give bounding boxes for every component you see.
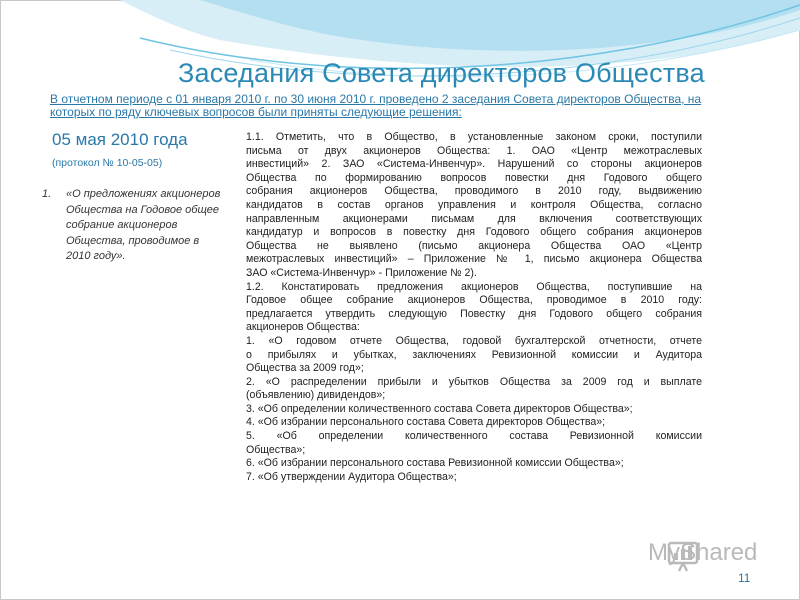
body-line: 1. «О годовом отчете Общества, годовой бухгалтерской отчетности, отчете (246, 334, 702, 347)
agenda-number: 1. (42, 188, 52, 200)
slide-title: Заседания Совета директоров Общества (178, 58, 705, 88)
decision-text (246, 131, 702, 484)
body-line: 6. «Об избрании персонального состава Ревизионной комиссии Общества»; (246, 457, 624, 470)
body-line: предлагается утвердить следующую Повестку дня Годового общего собрания (246, 307, 702, 320)
body-line: кандидатов в состав органов управления и контроля Общества, согласно (246, 198, 702, 211)
body-line: Общества»; (246, 443, 306, 456)
body-line: направленным акционерами письмам для включения соответствующих (246, 212, 702, 225)
body-line: (объявлению) дивидендов»; (246, 389, 386, 402)
meeting-date: 05 мая 2010 года (52, 130, 188, 149)
body-line: кандидатур и вопросов в повестку дня Годового общего собрания акционеров (246, 226, 702, 239)
agenda-text: «О предложениях акционеров Общества на Годовое общее собрание акционеров Общества, проводимое в 2010 году». (66, 188, 221, 262)
body-line: ЗАО «Система-Инвенчур» - Приложение № 2). (246, 266, 477, 279)
body-line: Общества не выявлено (письмо акционера Общества ОАО «Центр (246, 239, 702, 252)
body-line: Общества по формированию вопросов повестки дня Годового общего (246, 171, 702, 184)
body-line: 3. «Об определении количественного состава Совета директоров Общества»; (246, 402, 633, 415)
body-line: инвестиций» 2. ЗАО «Система-Инвенчур». Нарушений со стороны акционеров (246, 158, 702, 171)
body-line: 1.1. Отметить, что в Общество, в установленные законом сроки, поступили (246, 131, 702, 143)
body-line: письма от двух акционеров Общества: 1. ОАО «Центр межотраслевых (246, 144, 702, 157)
body-line: 1.2. Констатировать предложения акционеров Общества, поступившие на (246, 280, 702, 293)
protocol-number: (протокол № 10-05-05) (52, 157, 163, 169)
body-line: акционеров Общества: (246, 321, 360, 334)
logo-text: MyShared (648, 539, 758, 566)
body-line: Общества за 2009 год»; (246, 362, 364, 375)
body-line: 5. «Об определении количественного состава Ревизионной комиссии (246, 430, 702, 443)
body-line: о прибылях и убытках, заключениях Ревизионной комиссии и Аудитора (246, 348, 702, 361)
body-line: 7. «Об утверждении Аудитора Общества»; (246, 470, 457, 483)
intro-text: В отчетном периоде с 01 января 2010 г. по 30 июня 2010 г. проведено 2 заседания Совета директоров Общества, на которых по ряду ключевых вопросов были приняты следующие решения: (50, 92, 702, 119)
body-line: межотраслевых инвестиций» – Приложение № 1, письмо акционера Общества (246, 253, 702, 266)
body-line: собрания акционеров Общества, проводимого в 2010 году, выдвижению (246, 185, 702, 198)
body-line: 4. «Об избрании персонального состава Совета директоров Общества»; (246, 416, 606, 429)
page-number: 11 (738, 571, 751, 585)
agenda-item (42, 187, 222, 265)
body-line: Годовое общее собрание акционеров Общества, проводимое в 2010 году: (246, 294, 702, 307)
body-line: 2. «О распределении прибыли и убытков Общества за 2009 год и выплате (246, 375, 702, 388)
